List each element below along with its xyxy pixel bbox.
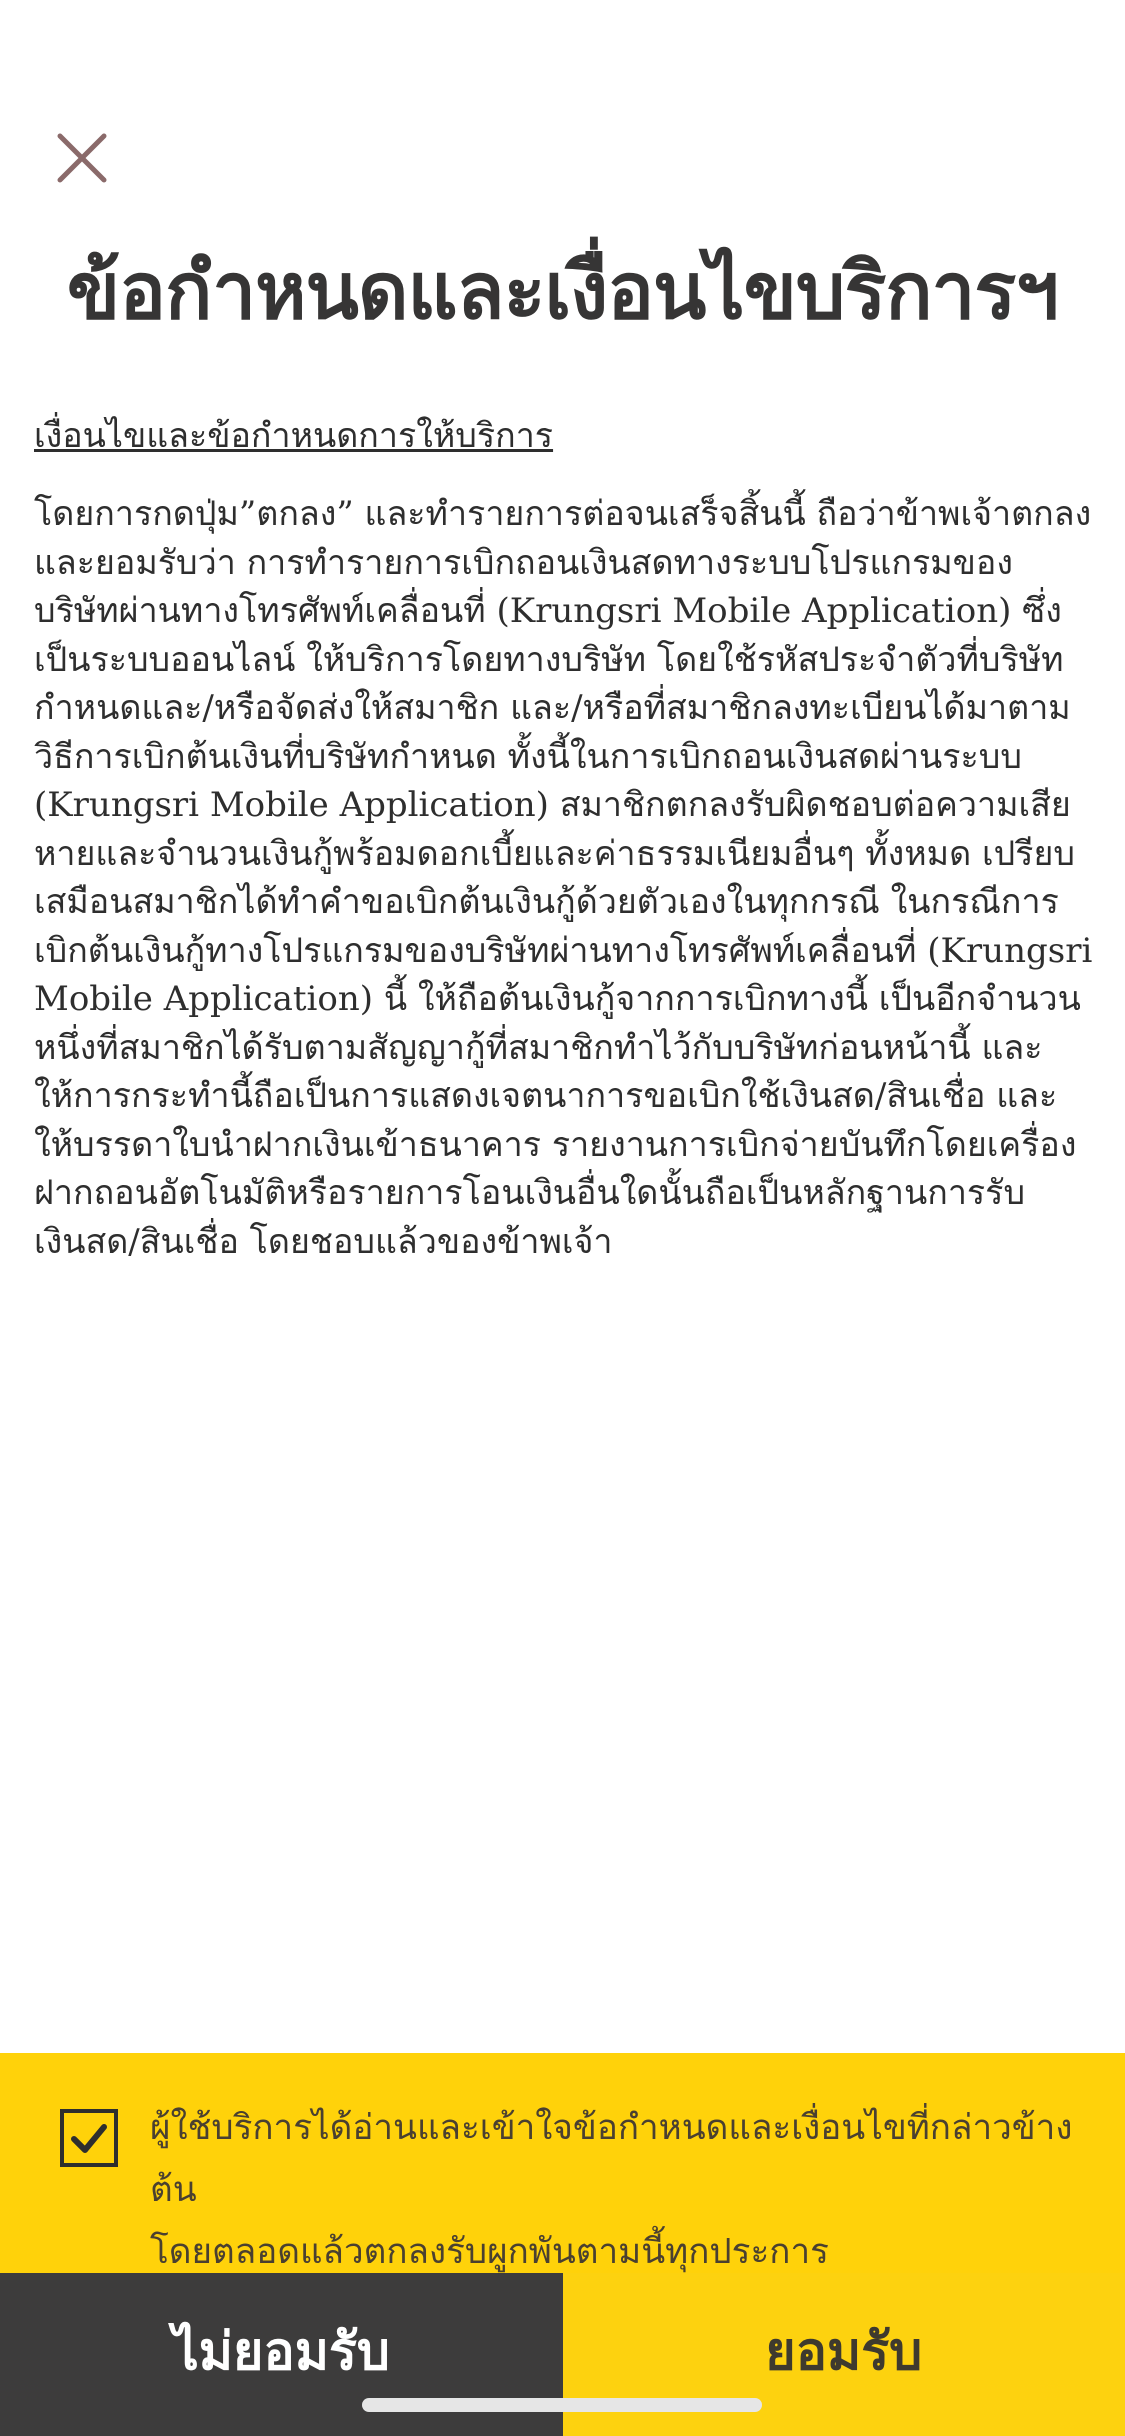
accept-button[interactable]: ยอมรับ (563, 2273, 1125, 2436)
consent-line-2: โดยตลอดแล้วตกลงรับผูกพันตามนี้ทุกประการ (150, 2232, 829, 2272)
consent-line-1: ผู้ใช้บริการได้อ่านและเข้าใจข้อกำหนดและเงื่อนไขที่กล่าวข้างต้น (150, 2108, 1073, 2210)
close-icon (52, 128, 112, 188)
consent-checkbox[interactable] (60, 2109, 118, 2167)
decline-button[interactable]: ไม่ยอมรับ (0, 2273, 563, 2436)
terms-heading: เงื่อนไขและข้อกำหนดการให้บริการ (34, 416, 554, 456)
checkmark-icon (64, 2113, 114, 2163)
terms-body: โดยการกดปุ่ม”ตกลง” และทำรายการต่อจนเสร็จสิ้นนี้ ถือว่าข้าพเจ้าตกลงและยอมรับว่า การทำรายการเบิกถอนเงินสดทางระบบโปรแกรมของบริษัทผ่านทางโทรศัพท์เคลื่อนที่ (Krungsri Mobile Application) ซึ่งเป็นระบบออนไลน์ ให้บริการโดยทางบริษัท โดยใช้รหัสประจำตัวที่บริษัทกำหนดและ/หรือจัดส่งให้สมาชิก และ/หรือที่สมาชิกลงทะเบียนได้มาตามวิธีการเบิกต้นเงินที่บริษัทกำหนด ทั้งนี้ในการเบิกถอนเงินสดผ่านระบบ (Krungsri Mobile Application) สมาชิกตกลงรับผิดชอบต่อความเสียหายและจำนวนเงินกู้พร้อมดอกเบี้ยและค่าธรรมเนียมอื่นๆ ทั้งหมด เปรียบเสมือนสมาชิกได้ทำคำขอเบิกต้นเงินกู้ด้วยตัวเองในทุกกรณี ในกรณีการเบิกต้นเงินกู้ทางโปรแกรมของบริษัทผ่านทางโทรศัพท์เคลื่อนที่ (Krungsri Mobile Application) นี้ ให้ถือต้นเงินกู้จากการเบิกทางนี้ เป็นอีกจำนวนหนึ่งที่สมาชิกได้รับตามสัญญากู้ที่สมาชิกทำไว้กับบริษัทก่อนหน้านี้ และให้การกระทำนี้ถือเป็นการแสดงเจตนาการขอเบิกใช้เงินสด/สินเชื่อ และให้บรรดาใบนำฝากเงินเข้าธนาคาร รายงานการเบิกจ่ายบันทึกโดยเครื่องฝากถอนอัตโนมัติหรือรายการโอนเงินอื่นใดนั้นถือเป็นหลักฐานการรับเงินสด/สินเชื่อ โดยชอบแล้วของข้าพเจ้า (34, 494, 1093, 1262)
consent-panel (0, 2053, 1125, 2273)
terms-content (34, 408, 1094, 1266)
page-title: ข้อกำหนดและเงื่อนไขบริการฯ (66, 247, 1059, 337)
consent-text[interactable] (150, 2097, 1100, 2283)
close-button[interactable] (52, 128, 112, 188)
home-indicator[interactable] (362, 2398, 762, 2412)
